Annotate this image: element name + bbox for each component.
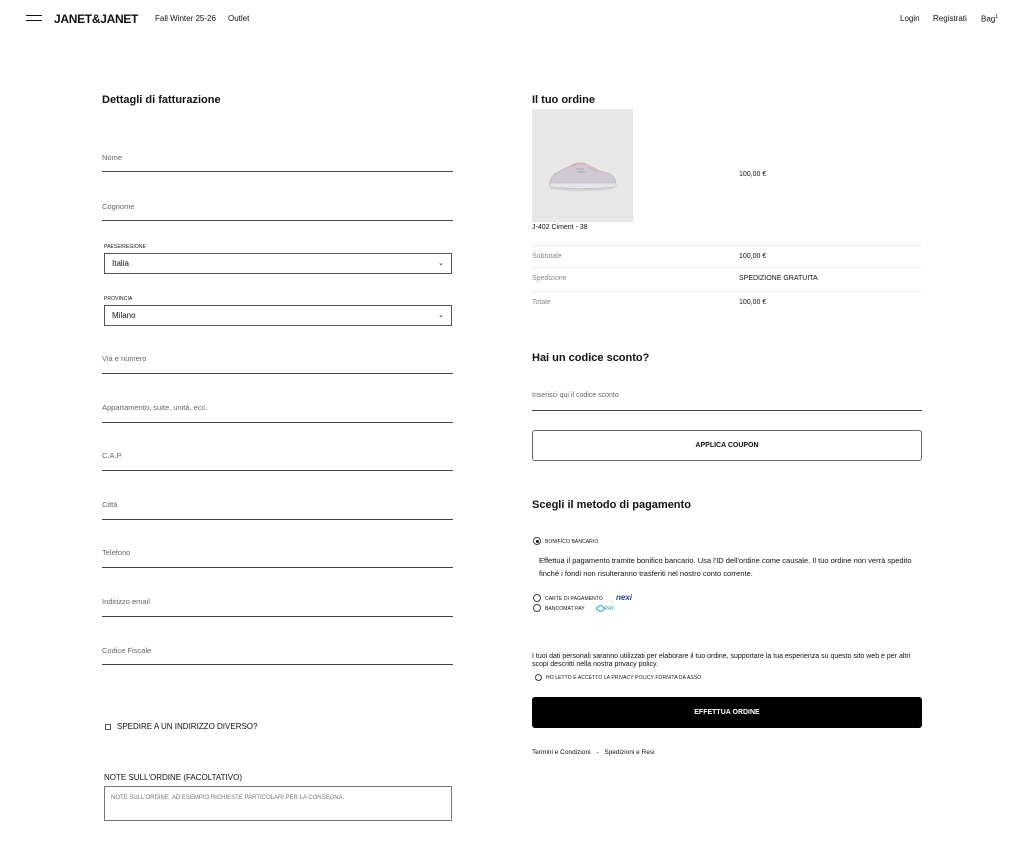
subtotal-label: Subtotale: [532, 253, 562, 260]
street-underline: [102, 373, 453, 374]
country-value: Italia: [112, 259, 129, 268]
shipping-label: Spedizione: [532, 275, 567, 282]
total-label: Totale: [532, 299, 551, 306]
apartment-field[interactable]: Appartamento, suite, unità, ecc.: [102, 403, 208, 412]
summary-divider: [532, 291, 922, 292]
city-underline: [102, 519, 453, 520]
first-name-underline: [102, 171, 453, 172]
bancomat-label[interactable]: BANCOMAT PAY: [545, 606, 585, 612]
bank-transfer-description: Effettua il pagamento tramite bonifico bancario. Usa l'ID dell'ordine come causale. Il tuo ordine non verrà spedito finché i fondi non risulteranno trasferiti nel nostro conto corrente.: [539, 556, 912, 578]
login-link[interactable]: Login: [900, 14, 920, 23]
payment-title: Scegli il metodo di pagamento: [532, 499, 691, 511]
nexi-logo: nexi: [616, 593, 633, 602]
subtotal-value: 100,00 €: [739, 253, 767, 260]
tax-code-field[interactable]: Codice Fiscale: [102, 646, 152, 655]
brand-logo[interactable]: JANET&JANET: [54, 12, 139, 26]
ship-different-label[interactable]: SPEDIRE A UN INDIRIZZO DIVERSO?: [117, 722, 258, 731]
bag-label: Bag: [981, 14, 996, 24]
email-field[interactable]: Indirizzo email: [102, 597, 150, 606]
street-field[interactable]: Via e numero: [102, 354, 147, 363]
province-label: PROVINCIA: [104, 296, 133, 302]
total-value: 100,00 €: [739, 299, 767, 306]
place-order-button[interactable]: EFFETTUA ORDINE: [532, 697, 922, 728]
coupon-title: Hai un codice sconto?: [532, 352, 650, 364]
country-select[interactable]: [104, 253, 452, 274]
country-label: PAESE/REGIONE: [104, 244, 147, 250]
last-name-field[interactable]: Cognome: [102, 202, 135, 211]
footer-links: [532, 749, 655, 756]
apply-coupon-button[interactable]: APPLICA COUPON: [532, 430, 922, 461]
footer-separator: -: [596, 749, 599, 756]
privacy-text: I tuoi dati personali saranno utilizzati per elaborare il tuo ordine, supportare la tua esperienza su questo sito web e per altri scopi descritti nella nostra privacy policy.: [532, 653, 911, 668]
billing-title: Dettagli di fatturazione: [102, 94, 221, 106]
terms-link[interactable]: Termini e Condizioni: [532, 749, 591, 756]
order-title: Il tuo ordine: [532, 94, 595, 106]
privacy-checkbox-label[interactable]: HO LETTO E ACCETTO LA PRIVACY POLICY FORNITA DA ASSO: [546, 675, 702, 681]
bancomat-diamond-icon: [596, 605, 605, 612]
apartment-underline: [102, 422, 453, 423]
shipping-value: SPEDIZIONE GRATUITA: [739, 275, 818, 282]
order-notes-label: NOTE SULL'ORDINE (FACOLTATIVO): [104, 773, 242, 782]
chevron-down-icon: ⌄: [438, 312, 444, 319]
tax-code-underline: [102, 664, 453, 665]
summary-divider: [532, 245, 922, 246]
shipping-returns-link[interactable]: Spedizioni e Resi: [604, 749, 655, 756]
first-name-field[interactable]: Nome: [102, 153, 123, 162]
privacy-checkbox[interactable]: [535, 674, 542, 681]
sneaker-icon: [532, 109, 633, 222]
bancomat-radio[interactable]: [533, 604, 541, 612]
province-value: Milano: [112, 311, 136, 320]
zip-field[interactable]: C.A.P.: [102, 451, 123, 460]
bancomat-logo-text: PAY: [605, 605, 615, 612]
email-underline: [102, 616, 453, 617]
nav-outlet[interactable]: Outlet: [228, 14, 250, 23]
chevron-down-icon: ⌄: [438, 260, 444, 267]
bag-link[interactable]: [981, 14, 998, 24]
province-select[interactable]: [104, 305, 452, 326]
bank-transfer-radio[interactable]: [533, 537, 541, 545]
ship-different-checkbox[interactable]: [105, 724, 111, 730]
phone-underline: [102, 567, 453, 568]
product-price: 100,00 €: [739, 171, 767, 178]
city-field[interactable]: Città: [102, 500, 118, 509]
last-name-underline: [102, 220, 453, 221]
product-image[interactable]: [532, 109, 633, 222]
summary-divider: [532, 267, 922, 268]
nav-fall-winter[interactable]: Fall Winter 25-26: [155, 14, 216, 23]
order-notes-textarea[interactable]: NOTE SULL'ORDINE, AD ESEMPIO RICHIESTE PARTICOLARI PER LA CONSEGNA.: [104, 786, 452, 821]
menu-icon[interactable]: [26, 15, 42, 21]
bancomat-pay-logo: [596, 605, 614, 612]
bank-transfer-label[interactable]: BONIFICO BANCARIO: [545, 539, 599, 545]
cards-radio[interactable]: [533, 594, 541, 602]
coupon-input[interactable]: Inserisci qui il codice sconto: [532, 392, 619, 399]
phone-field[interactable]: Telefono: [102, 548, 131, 557]
coupon-underline: [532, 410, 922, 411]
zip-underline: [102, 470, 453, 471]
cards-label[interactable]: CARTE DI PAGAMENTO: [545, 596, 603, 602]
product-name[interactable]: J-402 Ciment - 38: [532, 224, 588, 231]
register-link[interactable]: Registrati: [933, 14, 967, 23]
bag-count: 1: [995, 14, 999, 20]
